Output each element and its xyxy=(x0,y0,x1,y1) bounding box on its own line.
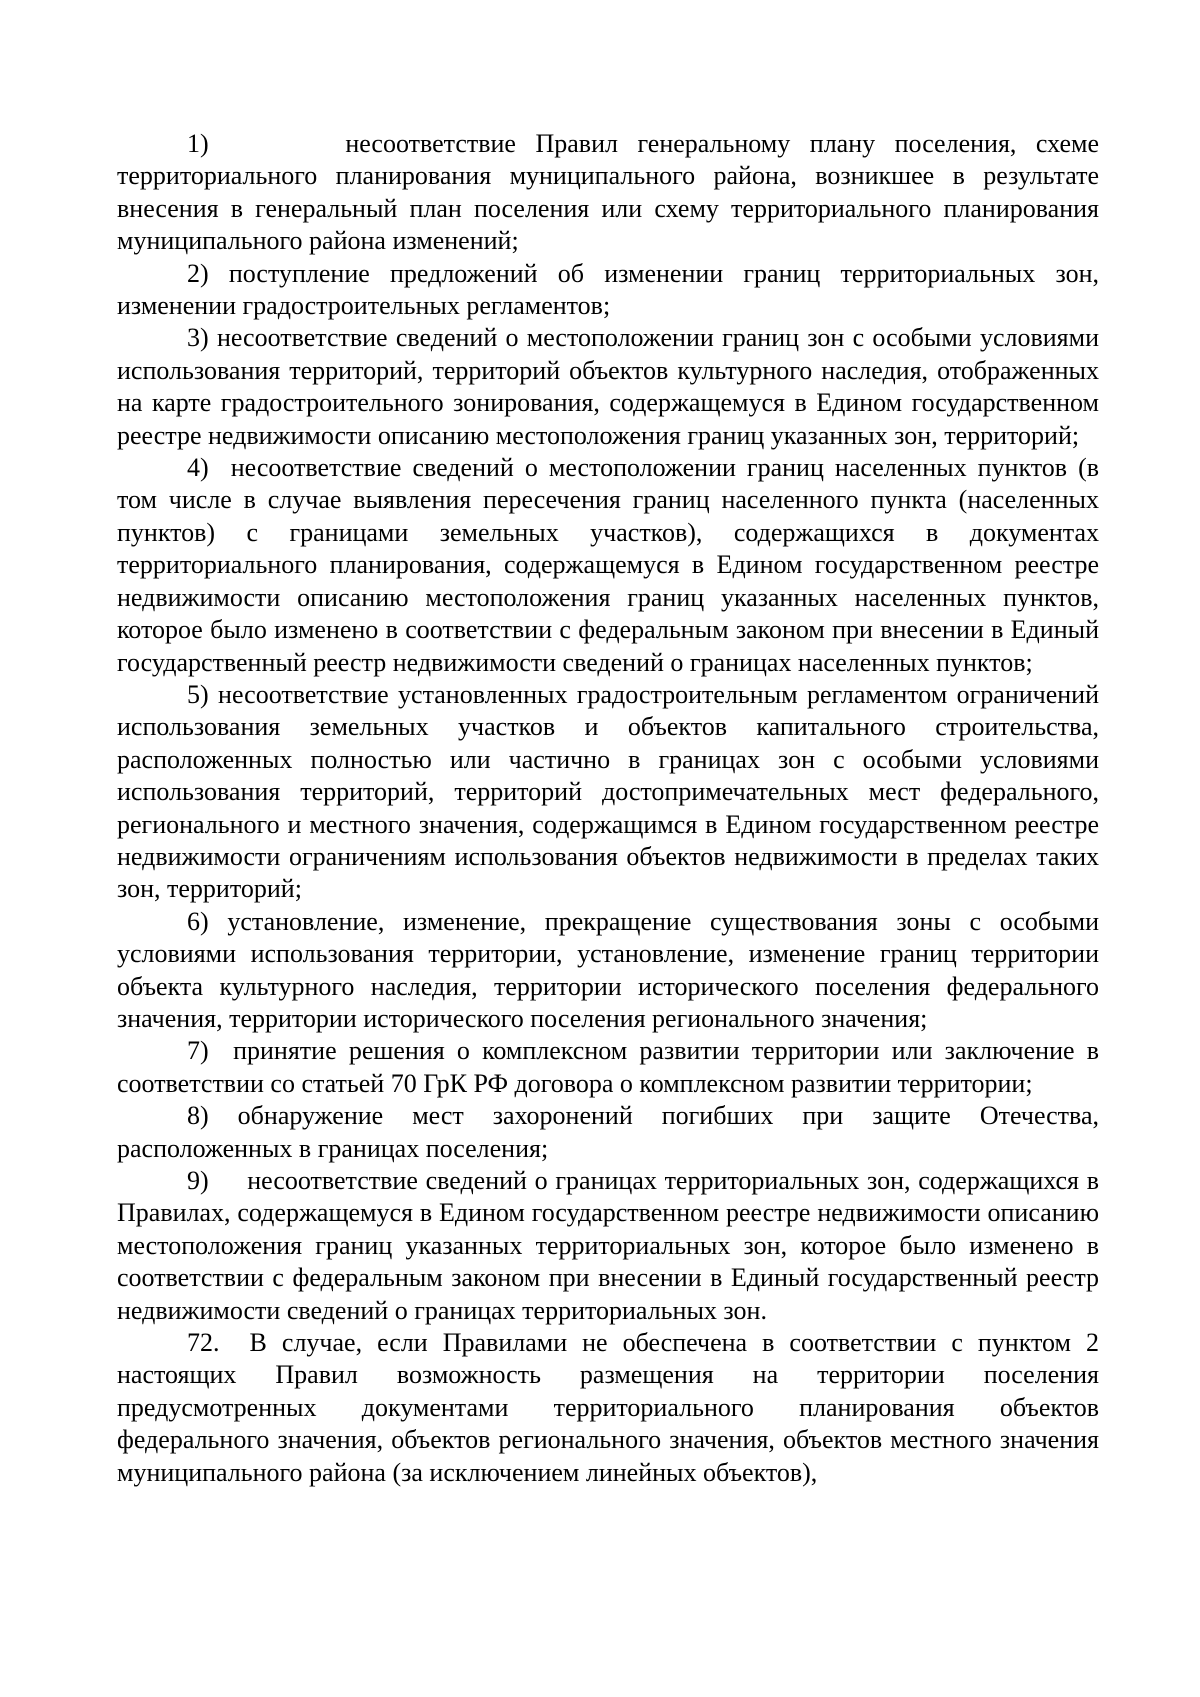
item-text: несоответствие установленных градостроительным регламентом ограничений использования земельных участков и объектов капитального строительства, расположенных полностью или частично в границах зон с особыми условиями использования территорий, территорий достопримечательных мест федерального, регионального и местного значения, содержащимся в Едином государственном реестре недвижимости ограничениям использования объектов недвижимости в пределах таких зон, территорий; xyxy=(117,679,1100,904)
item-number: 3) xyxy=(187,323,209,353)
item-number: 2) xyxy=(187,258,209,288)
item-text: обнаружение мест захоронений погибших при защите Отечества, расположенных в границах поселения; xyxy=(117,1101,1100,1163)
item-text: принятие решения о комплексном развитии территории или заключение в соответствии со статьей 70 ГрК РФ договора о комплексном развитии территории; xyxy=(117,1036,1100,1098)
document-page xyxy=(117,128,1099,1489)
list-item-6 xyxy=(117,906,1099,1036)
item-text: несоответствие Правил генеральному плану поселения, схеме территориального планирования муниципального района, возникшее в результате внесения в генеральный план поселения или схему территориального планирования муниципального района изменений; xyxy=(117,129,1100,256)
item-number: 6) xyxy=(187,906,209,936)
item-text: несоответствие сведений о местоположении границ зон с особыми условиями использования территорий, территорий объектов культурного наследия, отображенных на карте градостроительного зонирования, содержащемуся в Едином государственном реестре недвижимости описанию местоположения границ указанных зон, территорий; xyxy=(117,323,1099,450)
section-72 xyxy=(117,1327,1099,1489)
item-text: несоответствие сведений о границах территориальных зон, содержащихся в Правилах, содержащемуся в Едином государственном реестре недвижимости описанию местоположения границ указанных территориальных зон, которое было изменено в соответствии с федеральным законом при внесении в Единый государственный реестр недвижимости сведений о границах территориальных зон. xyxy=(117,1166,1099,1325)
section-text: В случае, если Правилами не обеспечена в соответствии с пунктом 2 настоящих Правил возможность размещения на территории поселения предусмотренных документами территориального планирования объектов федерального значения, объектов регионального значения, объектов местного значения муниципального района (за исключением линейных объектов), xyxy=(117,1328,1099,1487)
item-number: 8) xyxy=(187,1101,209,1131)
list-item-9 xyxy=(117,1165,1099,1327)
section-number: 72. xyxy=(187,1328,220,1358)
item-text: поступление предложений об изменении границ территориальных зон, изменении градостроительных регламентов; xyxy=(117,258,1100,321)
item-number: 7) xyxy=(187,1036,209,1066)
list-item-3 xyxy=(117,322,1099,452)
item-text: установление, изменение, прекращение существования зоны с особыми условиями использования территории, установление, изменение границ территории объекта культурного наследия, территории исторического поселения федерального значения, территории исторического поселения регионального значения; xyxy=(117,906,1099,1033)
list-item-2 xyxy=(117,258,1099,323)
item-number: 4) xyxy=(187,453,209,483)
item-number: 9) xyxy=(187,1166,209,1195)
item-text: несоответствие сведений о местоположении границ населенных пунктов (в том числе в случае выявления пересечения границ населенного пункта (населенных пунктов) с границами земельных участков), содержащихся в документах территориального планирования, содержащемуся в Едином государственном реестре недвижимости описанию местоположения границ указанных населенных пунктов, которое было изменено в соответствии с федеральным законом при внесении в Единый государственный реестр недвижимости сведений о границах населенных пунктов; xyxy=(117,453,1100,677)
list-item-8 xyxy=(117,1100,1099,1165)
item-number: 5) xyxy=(187,679,209,709)
item-number: 1) xyxy=(187,129,209,158)
list-item-5 xyxy=(117,679,1099,906)
list-item-1 xyxy=(117,128,1099,258)
list-item-4 xyxy=(117,452,1099,679)
list-item-7 xyxy=(117,1035,1099,1100)
